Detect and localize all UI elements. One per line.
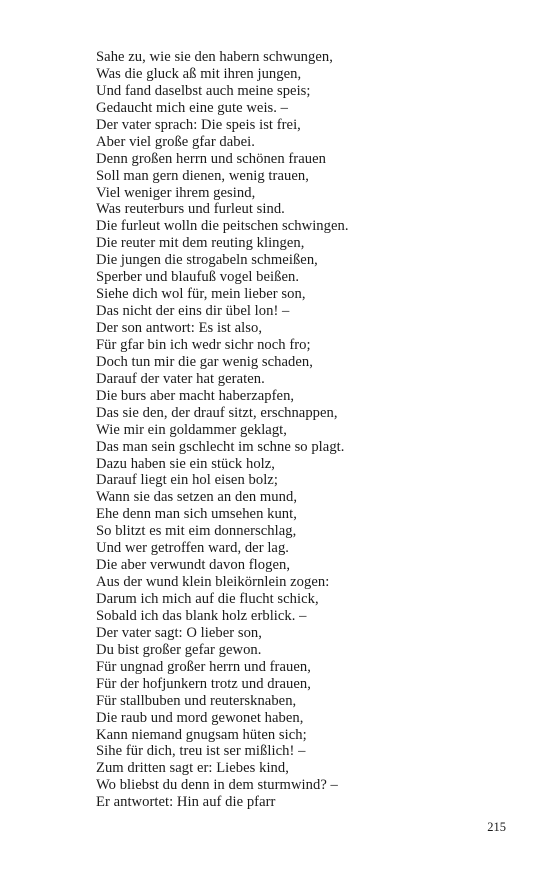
verse-line: Ehe denn man sich umsehen kunt, bbox=[96, 506, 297, 523]
verse-line: Für ungnad großer herrn und frauen, bbox=[96, 658, 311, 675]
verse-line: Die jungen die strogabeln schmeißen, bbox=[96, 252, 318, 269]
verse-line: Kann niemand gnugsam hüten sich; bbox=[96, 726, 307, 743]
verse-line: Aus der wund klein bleikörnlein zogen: bbox=[96, 574, 330, 591]
verse-line: Er antwortet: Hin auf die pfarr bbox=[96, 794, 276, 811]
verse-line: Darauf der vater hat geraten. bbox=[96, 370, 265, 387]
verse-line: Dazu haben sie ein stück holz, bbox=[96, 455, 275, 472]
verse-line: So blitzt es mit eim donnerschlag, bbox=[96, 523, 297, 540]
verse-line: Doch tun mir die gar wenig schaden, bbox=[96, 353, 313, 370]
verse-line: Was die gluck aß mit ihren jungen, bbox=[96, 65, 302, 82]
page-number: 215 bbox=[487, 820, 506, 834]
verse-line: Das man sein gschlecht im schne so plagt. bbox=[96, 438, 345, 455]
verse-line: Denn großen herrn und schönen frauen bbox=[96, 150, 326, 167]
verse-line: Wann sie das setzen an den mund, bbox=[96, 489, 298, 506]
verse-line: Für stallbuben und reutersknaben, bbox=[96, 692, 297, 709]
verse-line: Das nicht der eins dir übel lon! – bbox=[96, 303, 290, 320]
verse-line: Und wer getroffen ward, der lag. bbox=[96, 540, 289, 557]
verse-line: Zum dritten sagt er: Liebes kind, bbox=[96, 760, 289, 777]
verse-line: Der vater sagt: O lieber son, bbox=[96, 624, 262, 641]
verse-line: Die furleut wolln die peitschen schwingen. bbox=[96, 218, 349, 235]
verse-line: Siehe dich wol für, mein lieber son, bbox=[96, 286, 306, 303]
verse-line: Sahe zu, wie sie den habern schwungen, bbox=[96, 49, 333, 65]
verse-line: Die burs aber macht haberzapfen, bbox=[96, 387, 295, 404]
verse-line: Darauf liegt ein hol eisen bolz; bbox=[96, 472, 278, 489]
verse-line: Sperber und blaufuß vogel beißen. bbox=[96, 269, 300, 286]
verse-line: Und fand daselbst auch meine speis; bbox=[96, 82, 311, 99]
verse-line: Was reuterburs und furleut sind. bbox=[96, 201, 285, 218]
verse-line: Sobald ich das blank holz erblick. – bbox=[96, 607, 307, 624]
verse-line: Die reuter mit dem reuting klingen, bbox=[96, 235, 305, 252]
verse-line: Aber viel große gfar dabei. bbox=[96, 133, 255, 150]
verse-line: Wo bliebst du denn in dem sturmwind? – bbox=[96, 777, 338, 794]
verse-line: Das sie den, der drauf sitzt, erschnappen, bbox=[96, 404, 338, 421]
verse-line: Du bist großer gefar gewon. bbox=[96, 641, 262, 658]
verse-line: Viel weniger ihrem gesind, bbox=[96, 184, 256, 201]
poem-text bbox=[96, 49, 349, 811]
verse-line: Darum ich mich auf die flucht schick, bbox=[96, 591, 319, 607]
verse-line: Für der hofjunkern trotz und drauen, bbox=[96, 675, 311, 692]
verse-line: Für gfar bin ich wedr sichr noch fro; bbox=[96, 336, 311, 353]
verse-line: Der son antwort: Es ist also, bbox=[96, 320, 263, 336]
verse-line: Soll man gern dienen, wenig trauen, bbox=[96, 167, 309, 184]
verse-line: Gedaucht mich eine gute weis. – bbox=[96, 99, 289, 116]
verse-line: Die raub und mord gewonet haben, bbox=[96, 709, 304, 726]
verse-line: Wie mir ein goldammer geklagt, bbox=[96, 421, 287, 438]
verse-line: Sihe für dich, treu ist ser mißlich! – bbox=[96, 743, 306, 760]
verse-line: Die aber verwundt davon flogen, bbox=[96, 557, 291, 574]
verse-line: Der vater sprach: Die speis ist frei, bbox=[96, 116, 301, 133]
